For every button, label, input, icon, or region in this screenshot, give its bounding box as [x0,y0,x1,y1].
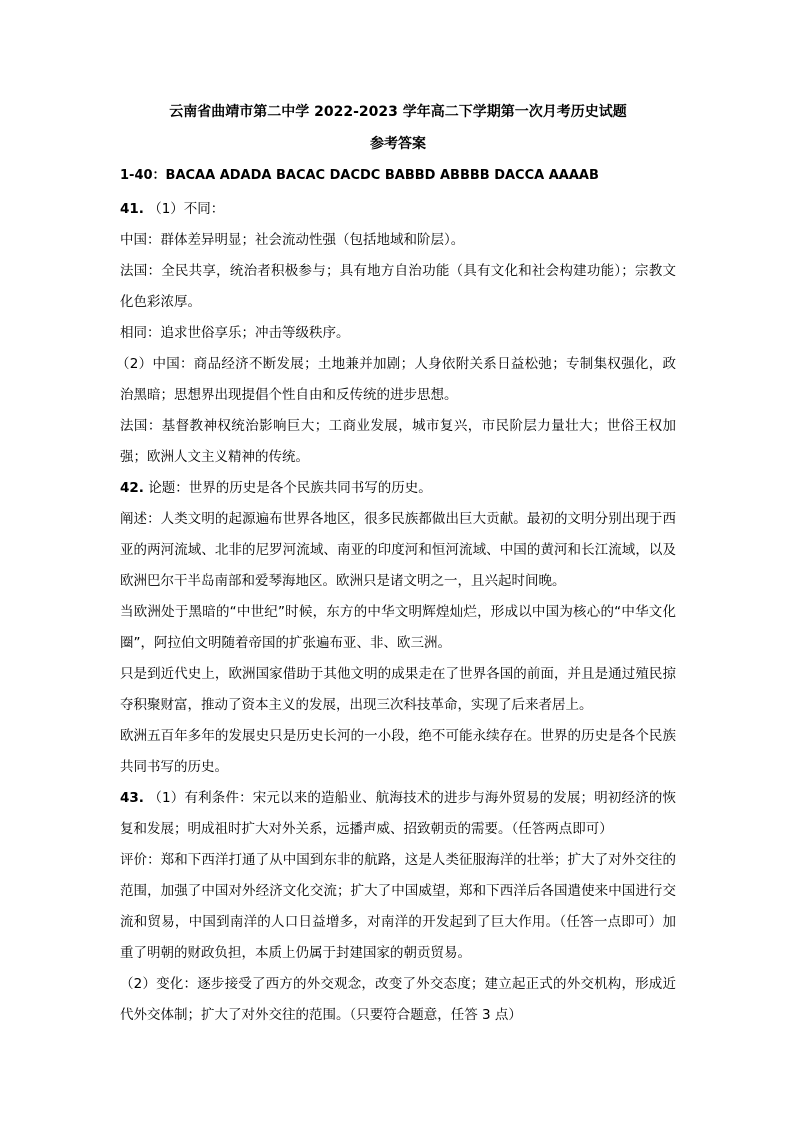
q42-number: 42. [120,480,144,496]
q41-part2-france: 法国：基督教神权统治影响巨大；工商业发展，城市复兴，市民阶层力量壮大；世俗王权加强；欧洲人文主义精神的传统。 [120,418,676,465]
q42-para2: 当欧洲处于黑暗的“中世纪”时候，东方的中华文明辉煌灿烂，形成以中国为核心的“中华文化圈”，阿拉伯文明随着帝国的扩张遍布亚、非、欧三洲。 [120,604,676,651]
q43-part2: （2）变化：逐步接受了西方的外交观念，改变了外交态度；建立起正式的外交机构，形成近代外交体制；扩大了对外交往的范围。（只要符合题意，任答 3 点） [120,976,676,1023]
document-title: 云南省曲靖市第二中学 2022-2023 学年高二下学期第一次月考历史试题 [169,104,627,120]
q42-para1: 阐述：人类文明的起源遍布世界各地区，很多民族都做出巨大贡献。最初的文明分别出现于西亚的两河流域、北非的尼罗河流域、南亚的印度河和恒河流域、中国的黄河和长江流域，以及欧洲巴尔干半岛南部和爱琴海地区。欧洲只是诸文明之一，且兴起时间晚。 [120,511,676,589]
q41-part1-china: 中国：群体差异明显；社会流动性强（包括地域和阶层）。 [120,232,465,248]
q41-part2-china: （2）中国：商品经济不断发展；土地兼并加剧；人身依附关系日益松弛；专制集权强化，政治黑暗；思想界出现提倡个性自由和反传统的进步思想。 [116,356,676,403]
document-subtitle: 参考答案 [370,136,426,152]
q43-part1-line [120,783,676,845]
q42-thesis: 论题：世界的历史是各个民族共同书写的历史。 [148,480,432,496]
q43-number: 43. [120,790,144,806]
answer-document [116,100,676,1031]
q41-part1-header [120,194,676,225]
q41-part1-label: （1）不同： [148,201,225,217]
q41-part1-same: 相同：追求世俗享乐；冲击等级秩序。 [120,325,350,341]
q42-thesis-line [120,473,676,504]
q43-part1: （1）有利条件：宋元以来的造船业、航海技术的进步与海外贸易的发展；明初经济的恢复和发展；明成祖时扩大对外关系，远播声威、招致朝贡的需要。（任答两点即可） [120,790,676,837]
q42-para4: 欧洲五百年多年的发展史只是历史长河的一小段，绝不可能永续存在。世界的历史是各个民族共同书写的历史。 [120,728,676,775]
q41-part1-france: 法国：全民共享，统治者积极参与；具有地方自治功能（具有文化和社会构建功能）；宗教文化色彩浓厚。 [120,263,676,310]
q43-evaluation: 评价：郑和下西洋打通了从中国到东非的航路，这是人类征服海洋的壮举；扩大了对外交往的范围，加强了中国对外经济文化交流；扩大了中国威望，郑和下西洋后各国遣使来中国进行交流和贸易，中国到南洋的人口日益增多，对南洋的开发起到了巨大作用。（任答一点即可）加重了明朝的财政负担，本质上仍属于封建国家的朝贡贸易。 [120,852,676,961]
q42-para3: 只是到近代史上，欧洲国家借助于其他文明的成果走在了世界各国的前面，并且是通过殖民掠夺积聚财富，推动了资本主义的发展，出现三次科技革命，实现了后来者居上。 [120,666,676,713]
answer-key-line: 1-40：BACAA ADADA BACAC DACDC BABBD ABBBB DACCA AAAAB [120,168,599,183]
q41-number: 41. [120,201,144,217]
